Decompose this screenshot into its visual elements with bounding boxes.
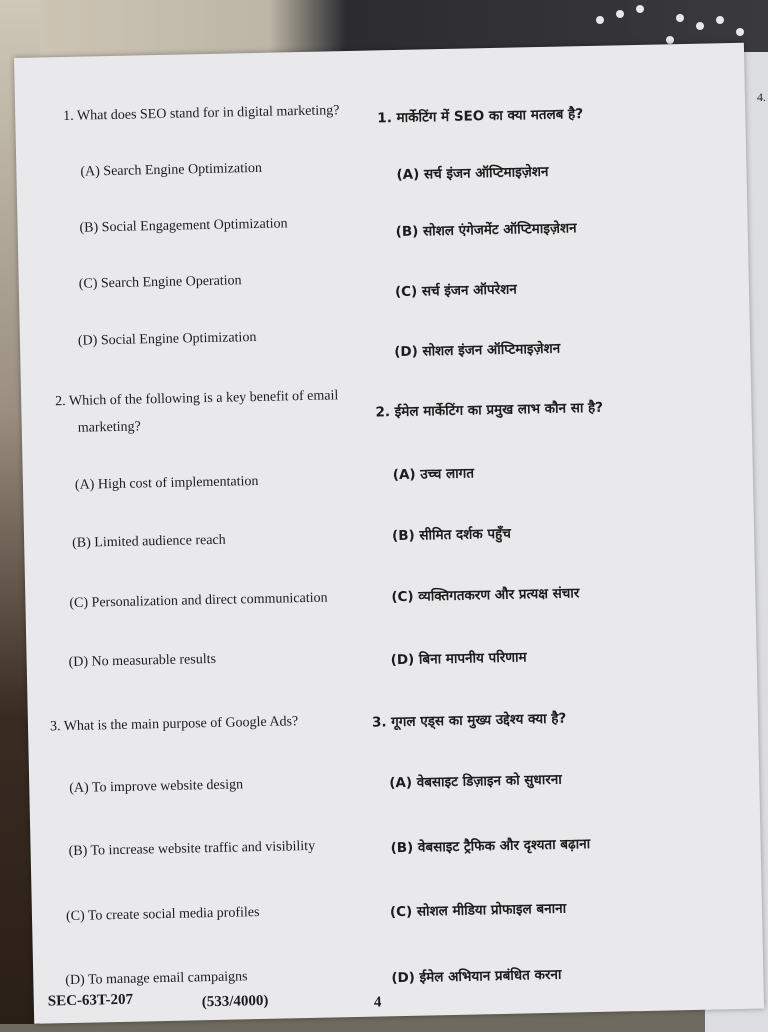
q3-option-c-en: (C) To create social media profiles	[65, 905, 260, 925]
q3-option-a-hi: (A) वेबसाइट डिज़ाइन को सुधारना	[389, 771, 562, 792]
q3-option-c-hi: (C) सोशल मीडिया प्रोफाइल बनाना	[389, 900, 567, 921]
question-1-en: 1. What does SEO stand for in digital marketing?	[63, 103, 340, 124]
question-2-hi: 2. ईमेल मार्केटिंग का प्रमुख लाभ कौन सा है?	[375, 399, 604, 421]
exam-paper	[14, 43, 764, 1024]
q1-option-c-hi: (C) सर्च इंजन ऑपरेशन	[394, 281, 517, 301]
q1-option-d-hi: (D) सोशल इंजन ऑप्टिमाइज़ेशन	[394, 340, 561, 361]
question-2-en-cont: marketing?	[77, 419, 141, 436]
footer-paper-code: SEC-63T-207	[47, 991, 134, 1010]
q1-option-d-en: (D) Social Engine Optimization	[77, 329, 257, 349]
q2-option-b-hi: (B) सीमित दर्शक पहुँच	[391, 525, 511, 545]
q1-option-b-hi: (B) सोशल एंगेजमेंट ऑप्टिमाइज़ेशन	[395, 220, 577, 241]
q1-option-c-en: (C) Search Engine Operation	[78, 273, 242, 292]
q2-option-c-hi: (C) व्यक्तिगतकरण और प्रत्यक्ष संचार	[391, 585, 580, 606]
q2-option-d-en: (D) No measurable results	[68, 651, 217, 670]
q2-option-d-hi: (D) बिना मापनीय परिणाम	[390, 649, 527, 669]
question-3-en: 3. What is the main purpose of Google Ads?	[49, 714, 299, 735]
q2-option-a-en: (A) High cost of implementation	[74, 473, 259, 493]
q1-option-a-hi: (A) सर्च इंजन ऑप्टिमाइज़ेशन	[396, 163, 549, 184]
q3-option-b-en: (B) To increase website traffic and visibility	[68, 838, 316, 860]
question-2-en: 2. Which of the following is a key benefit of email	[55, 388, 339, 410]
question-1-hi: 1. मार्केटिंग में SEO का क्या मतलब है?	[377, 106, 584, 127]
q2-option-a-hi: (A) उच्च लागत	[392, 465, 475, 484]
q3-option-a-en: (A) To improve website design	[69, 777, 244, 797]
question-3-hi: 3. गूगल एड्स का मुख्य उद्देश्य क्या है?	[371, 710, 567, 731]
next-page-number: 4.	[757, 90, 766, 104]
q1-option-b-en: (B) Social Engagement Optimization	[79, 216, 288, 236]
q2-option-b-en: (B) Limited audience reach	[72, 532, 226, 551]
q1-option-a-en: (A) Search Engine Optimization	[80, 160, 263, 180]
q2-option-c-en: (C) Personalization and direct communication	[69, 590, 328, 611]
q3-option-b-hi: (B) वेबसाइट ट्रैफिक और दृश्यता बढ़ाना	[390, 836, 591, 857]
q3-option-d-en: (D) To manage email campaigns	[65, 969, 248, 989]
footer-page-number: 4	[373, 994, 382, 1011]
footer-reference: (533/4000)	[201, 992, 269, 1011]
q3-option-d-hi: (D) ईमेल अभियान प्रबंधित करना	[391, 966, 562, 987]
